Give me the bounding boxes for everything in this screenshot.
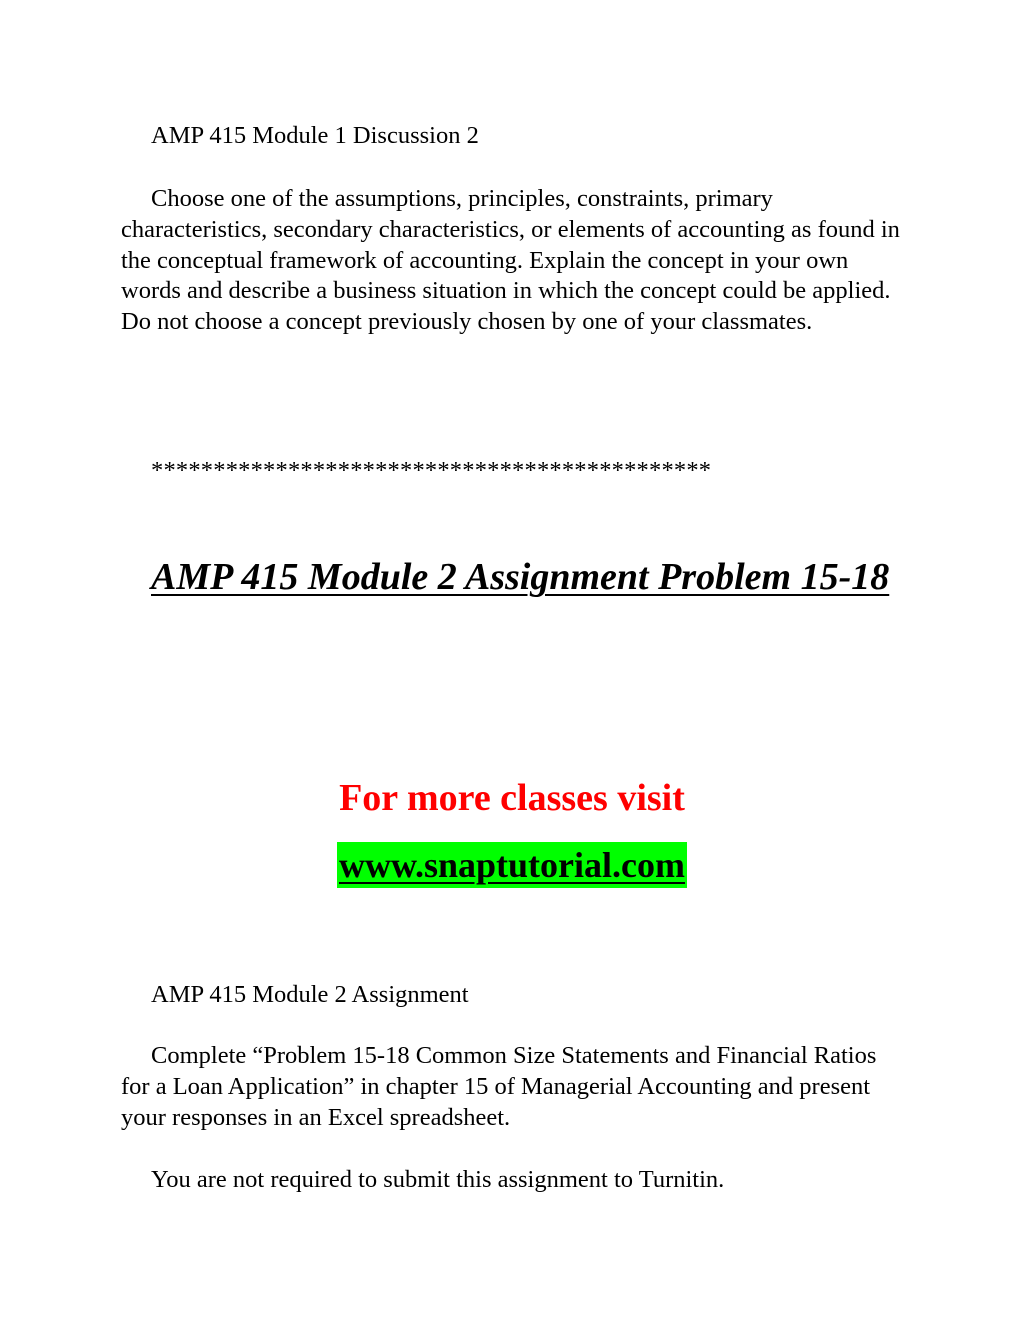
- promo-link-row: [0, 842, 1024, 888]
- discussion-body: Choose one of the assumptions, principles, constraints, primary characteristics, secondary characteristics, or elements of accounting as found in the conceptual framework of accounting. Explain the concept in your own words and describe a business situation in which the concept could be applied. Do not choose a concept previously chosen by one of your classmates.: [121, 185, 900, 336]
- promo-title: For more classes visit: [339, 777, 685, 819]
- turnitin-note: You are not required to submit this assignment to Turnitin.: [151, 1166, 725, 1193]
- separator-line: *********************************************: [151, 457, 712, 484]
- assignment-title: AMP 415 Module 2 Assignment: [151, 981, 469, 1008]
- discussion-title: AMP 415 Module 1 Discussion 2: [151, 122, 479, 149]
- promo-link[interactable]: www.snaptutorial.com: [337, 842, 687, 888]
- assignment-body: Complete “Problem 15-18 Common Size Statements and Financial Ratios for a Loan Application” in chapter 15 of Managerial Accounting and present your responses in an Excel spreadsheet.: [121, 1042, 877, 1131]
- assignment-heading: AMP 415 Module 2 Assignment Problem 15-18: [151, 556, 890, 598]
